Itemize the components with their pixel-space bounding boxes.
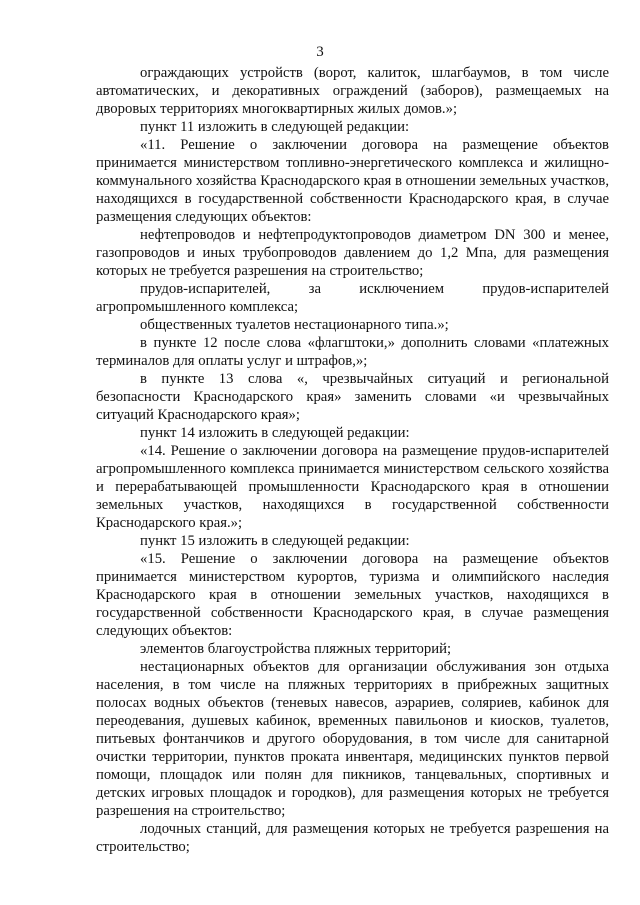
paragraph: элементов благоустройства пляжных территорий; [140,641,452,657]
paragraph: ограждающих устройств (ворот, калиток, шлагбаумов, в том числе автоматических, и декоративных ограждений (заборов), размещаемых на дворовых территориях многоквартирных жилых домов.»; [96,65,609,117]
paragraph: прудов-испарителей, за исключением прудов-испарителей агропромышленного комплекса; [96,281,609,315]
paragraph: «14. Решение о заключении договора на размещение прудов-испарителей агропромышленного комплекса принимается министерством сельского хозяйства и перерабатывающей промышленности Краснодарского края в отношении земельных участков, находящихся в государственной собственности Краснодарского края.»; [96,443,609,531]
document-body [96,64,609,856]
paragraph: пункт 14 изложить в следующей редакции: [140,425,410,441]
page-number: 3 [316,44,324,60]
paragraph: лодочных станций, для размещения которых не требуется разрешения на строительство; [96,821,609,855]
paragraph: общественных туалетов нестационарного типа.»; [140,317,449,333]
paragraph: в пункте 13 слова «, чрезвычайных ситуаций и региональной безопасности Краснодарского края» заменить словами «и чрезвычайных ситуаций Краснодарского края»; [96,371,609,423]
paragraph: пункт 15 изложить в следующей редакции: [140,533,410,549]
paragraph: «15. Решение о заключении договора на размещение объектов принимается министерством курортов, туризма и олимпийского наследия Краснодарского края в отношении земельных участков, находящихся в государственной собственности Краснодарского края, в случае размещения следующих объектов: [96,551,609,639]
paragraph: пункт 11 изложить в следующей редакции: [140,119,410,135]
paragraph: нестационарных объектов для организации обслуживания зон отдыха населения, в том числе на пляжных территориях в прибрежных защитных полосах водных объектов (теневых навесов, аэрариев, соляриев, кабинок для переодевания, душевых кабинок, временных павильонов и киосков, туалетов, питьевых фонтанчиков и другого оборудования, в том числе для санитарной очистки территории, пунктов проката инвентаря, медицинских пунктов первой помощи, площадок или полян для пикников, танцевальных, спортивных и детских игровых площадок и городков), для размещения которых не требуется разрешения на строительство; [96,659,609,819]
paragraph: в пункте 12 после слова «флагштоки,» дополнить словами «платежных терминалов для оплаты услуг и штрафов,»; [96,335,609,369]
paragraph: нефтепроводов и нефтепродуктопроводов диаметром DN 300 и менее, газопроводов и иных трубопроводов давлением до 1,2 Мпа, для размещения которых не требуется разрешения на строительство; [96,227,609,279]
paragraph: «11. Решение о заключении договора на размещение объектов принимается министерством топливно-энергетического комплекса и жилищно-коммунального хозяйства Краснодарского края в отношении земельных участков, находящихся в государственной собственности Краснодарского края, в случае размещения следующих объектов: [96,137,609,225]
